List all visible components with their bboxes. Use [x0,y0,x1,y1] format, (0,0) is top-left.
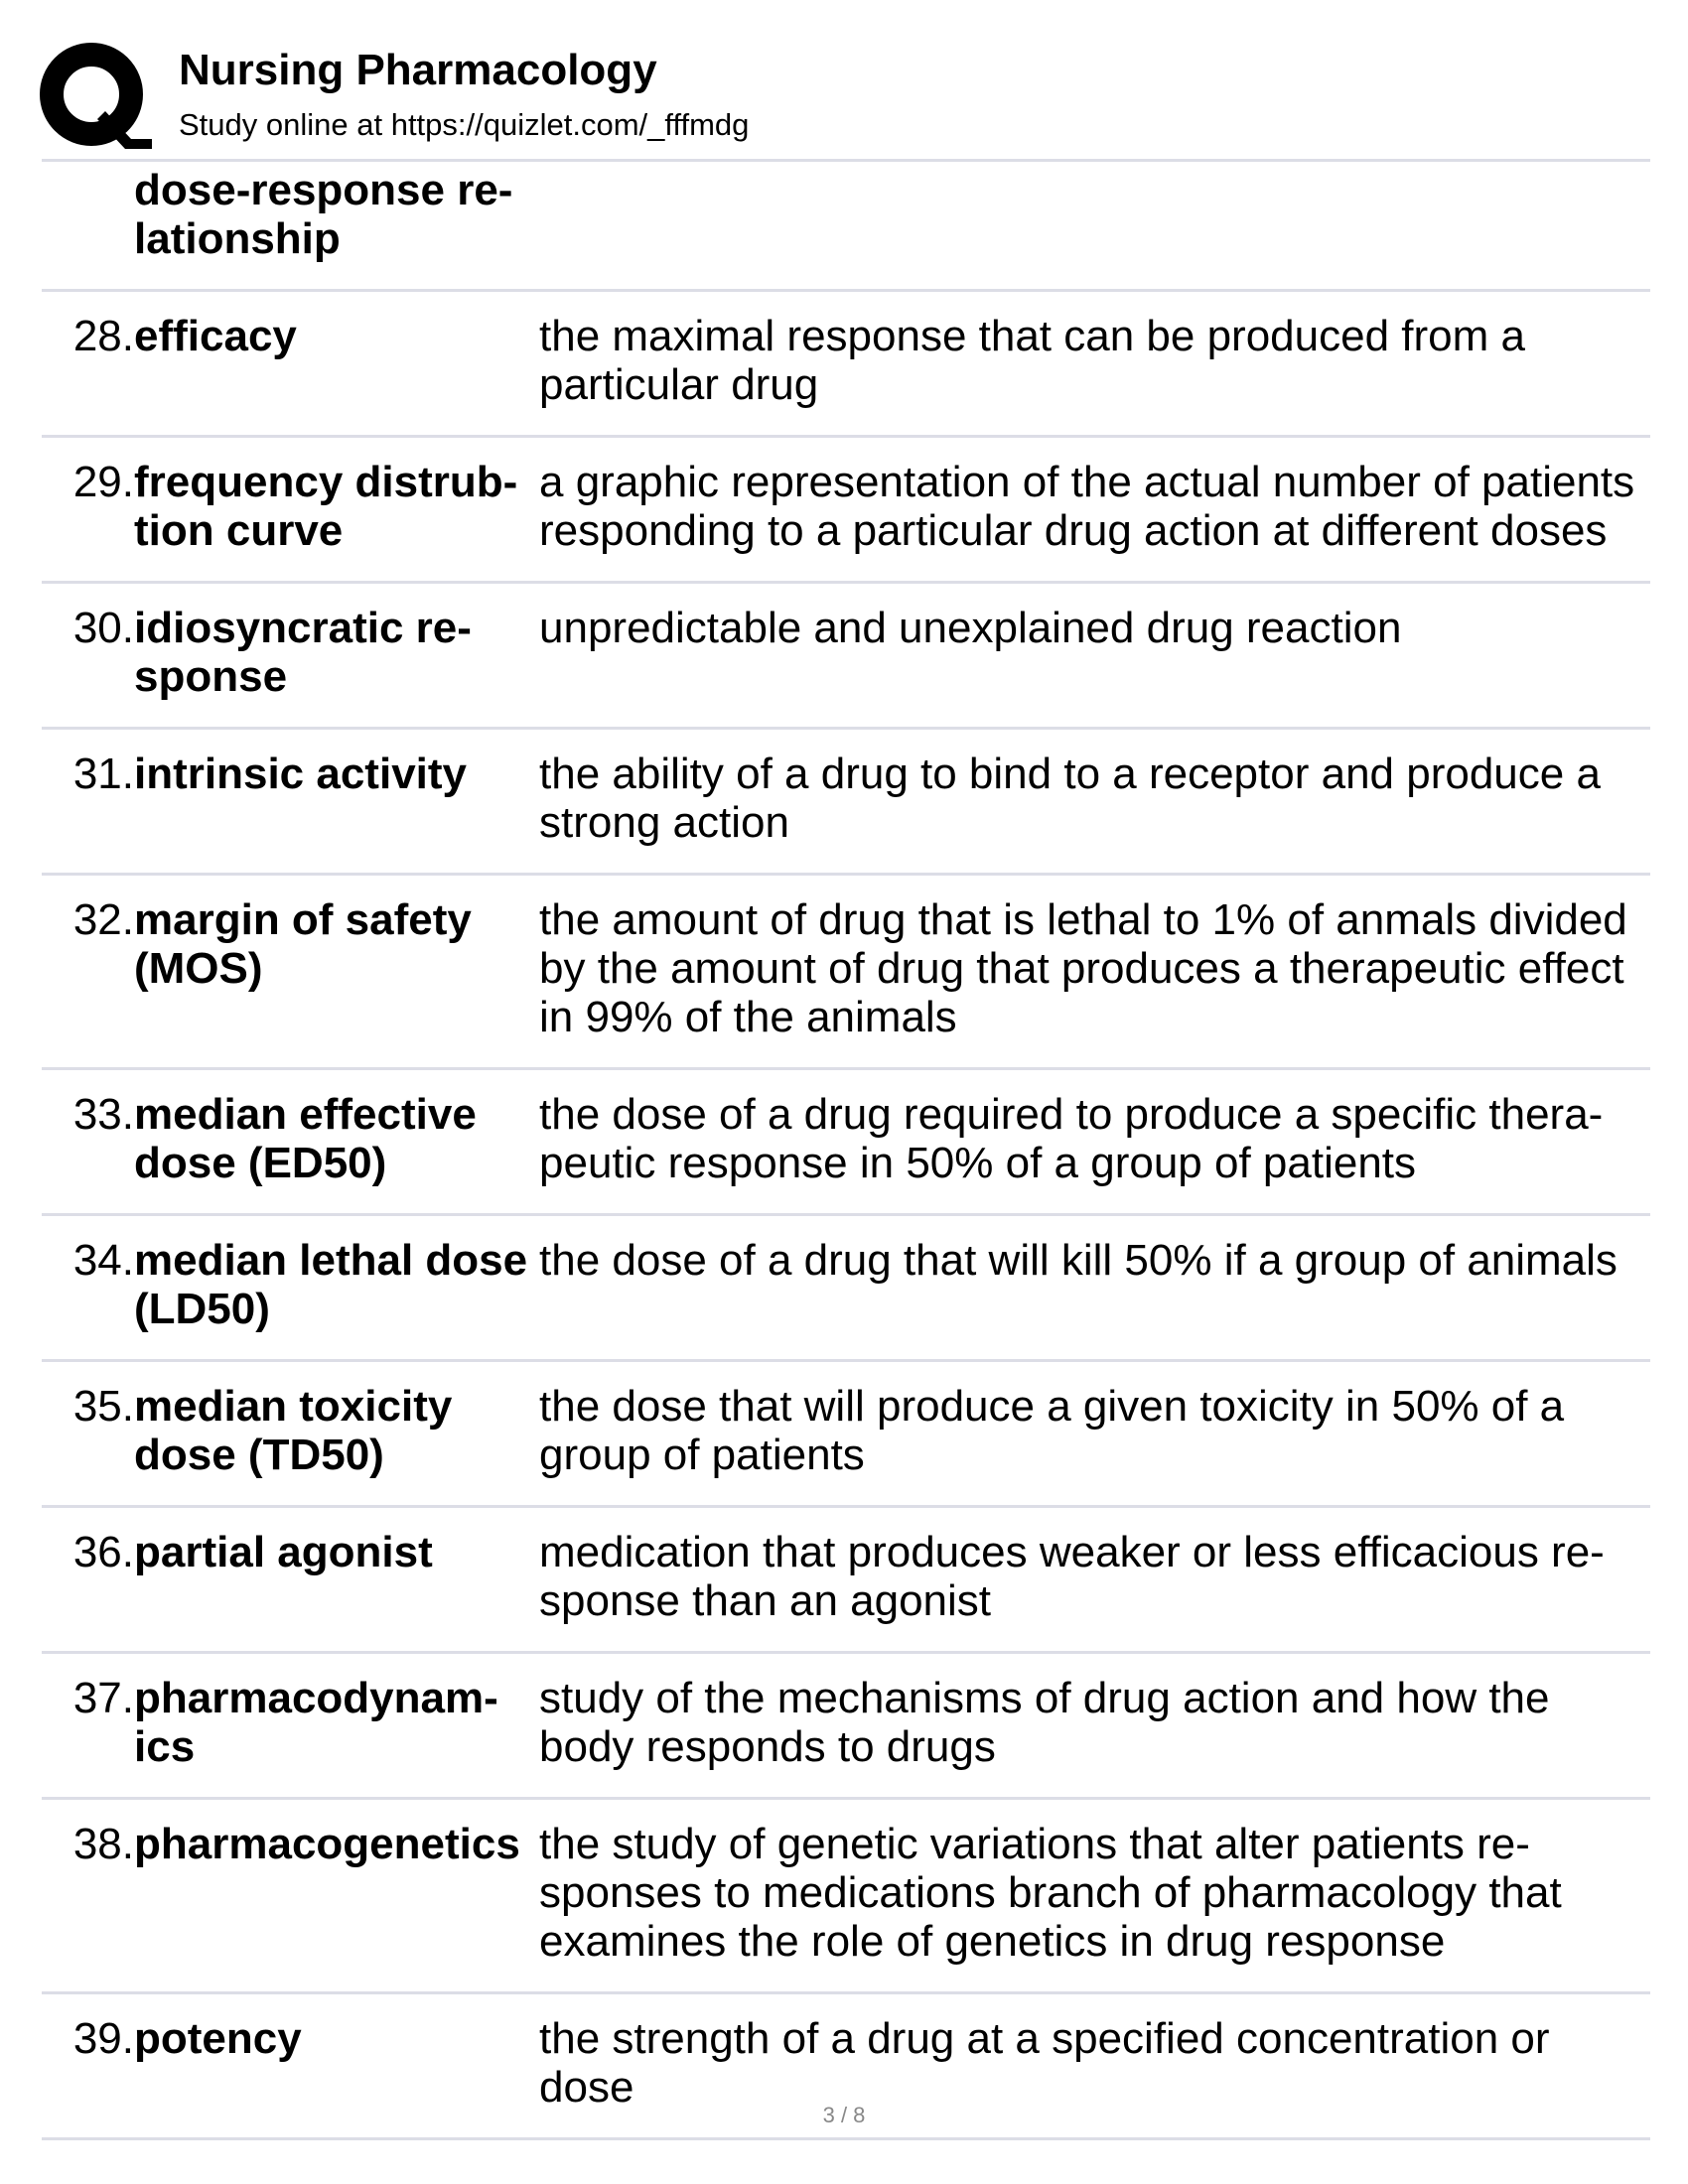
card-definition [531,1236,1650,1285]
definition-line: sponse than an agonist [539,1576,992,1625]
term-line: idiosyncratic re- [134,604,472,652]
definition-line: study of the mechanisms of drug action and how the [539,1674,1550,1722]
definition-line: by the amount of drug that produces a therapeutic effect [539,944,1624,993]
row-divider [42,2137,1650,2140]
flashcard-row [42,1070,1650,1213]
card-definition [531,1674,1650,1771]
study-online-link[interactable]: Study online at https://quizlet.com/_fffmdg [179,107,750,142]
card-number: 37. [72,1674,134,1722]
definition-line: peutic response in 50% of a group of patients [539,1139,1417,1187]
card-number: 32. [72,895,134,944]
definition-line: a graphic representation of the actual number of patients [539,458,1635,506]
flashcard-row [42,292,1650,435]
term-line: dose (ED50) [134,1139,387,1187]
document-title: Nursing Pharmacology [179,46,657,94]
card-term [134,1236,531,1333]
card-term [134,604,531,701]
term-line: intrinsic activity [134,750,468,798]
card-number: 30. [72,604,134,652]
term-line: median toxicity [134,1382,453,1431]
definition-line: body responds to drugs [539,1722,996,1771]
definition-line: the strength of a drug at a specified concentration or [539,2014,1550,2063]
term-line: median lethal dose [134,1236,528,1285]
flashcard-list [42,159,1650,2140]
page-header [40,40,1658,159]
page-number: 3 / 8 [822,2103,866,2127]
card-term [134,166,531,263]
definition-line: sponses to medications branch of pharmacology that [539,1868,1562,1917]
card-definition [531,1528,1650,1625]
card-term [134,458,531,555]
flashcard-row [42,1654,1650,1797]
flashcard-row [42,1800,1650,1991]
flashcard-row [42,438,1650,581]
definition-line: responding to a particular drug action at different doses [539,506,1608,555]
card-definition [531,750,1650,847]
card-definition [531,1382,1650,1479]
flashcard-row [42,162,1650,289]
card-definition [531,312,1650,409]
card-number: 38. [72,1820,134,1868]
term-line: partial agonist [134,1528,433,1576]
definition-line: group of patients [539,1431,865,1479]
definition-line: dose [539,2063,634,2112]
card-term [134,1382,531,1479]
card-term [134,895,531,993]
definition-line: the dose of a drug required to produce a specific thera- [539,1090,1604,1139]
card-definition [531,1090,1650,1187]
term-line: sponse [134,652,288,701]
card-definition [531,1820,1650,1966]
card-number: 39. [72,2014,134,2063]
term-line: margin of safety [134,895,472,944]
definition-line: the dose that will produce a given toxicity in 50% of a [539,1382,1565,1431]
definition-line: the dose of a drug that will kill 50% if a group of animals [539,1236,1618,1285]
term-line: dose-response re- [134,166,513,214]
card-number: 36. [72,1528,134,1576]
term-line: frequency distrub- [134,458,518,506]
definition-line: strong action [539,798,789,847]
card-definition [531,458,1650,555]
definition-line: the maximal response that can be produced from a [539,312,1525,360]
definition-line: particular drug [539,360,819,409]
card-number: 35. [72,1382,134,1431]
term-line: potency [134,2014,302,2063]
term-line: median effective [134,1090,477,1139]
flashcard-row [42,730,1650,873]
card-definition [531,2014,1650,2112]
term-line: (MOS) [134,944,263,993]
card-term [134,2014,531,2063]
flashcard-row [42,1508,1650,1651]
card-term [134,1090,531,1187]
card-definition [531,895,1650,1041]
flashcard-row [42,1216,1650,1359]
card-term [134,1820,531,1868]
definition-line: unpredictable and unexplained drug reaction [539,604,1402,652]
definition-line: the ability of a drug to bind to a receptor and produce a [539,750,1601,798]
card-number: 34. [72,1236,134,1285]
flashcard-row [42,584,1650,727]
term-line: (LD50) [134,1285,270,1333]
card-number: 31. [72,750,134,798]
flashcard-row [42,876,1650,1067]
term-line: dose (TD50) [134,1431,384,1479]
card-definition [531,604,1650,652]
flashcard-row [42,1362,1650,1505]
definition-line: the amount of drug that is lethal to 1% of anmals divided [539,895,1627,944]
card-number: 33. [72,1090,134,1139]
card-term [134,1674,531,1771]
definition-line: examines the role of genetics in drug response [539,1917,1446,1966]
definition-line: medication that produces weaker or less efficacious re- [539,1528,1605,1576]
quizlet-q-logo-icon [40,40,154,154]
card-term [134,312,531,360]
term-line: tion curve [134,506,344,555]
term-line: pharmacogenetics [134,1820,520,1868]
card-number: 29. [72,458,134,506]
definition-line: the study of genetic variations that alter patients re- [539,1820,1530,1868]
term-line: lationship [134,214,341,263]
definition-line: in 99% of the animals [539,993,957,1041]
term-line: ics [134,1722,196,1771]
card-term [134,750,531,798]
card-number: 28. [72,312,134,360]
term-line: pharmacodynam- [134,1674,498,1722]
card-term [134,1528,531,1576]
term-line: efficacy [134,312,297,360]
